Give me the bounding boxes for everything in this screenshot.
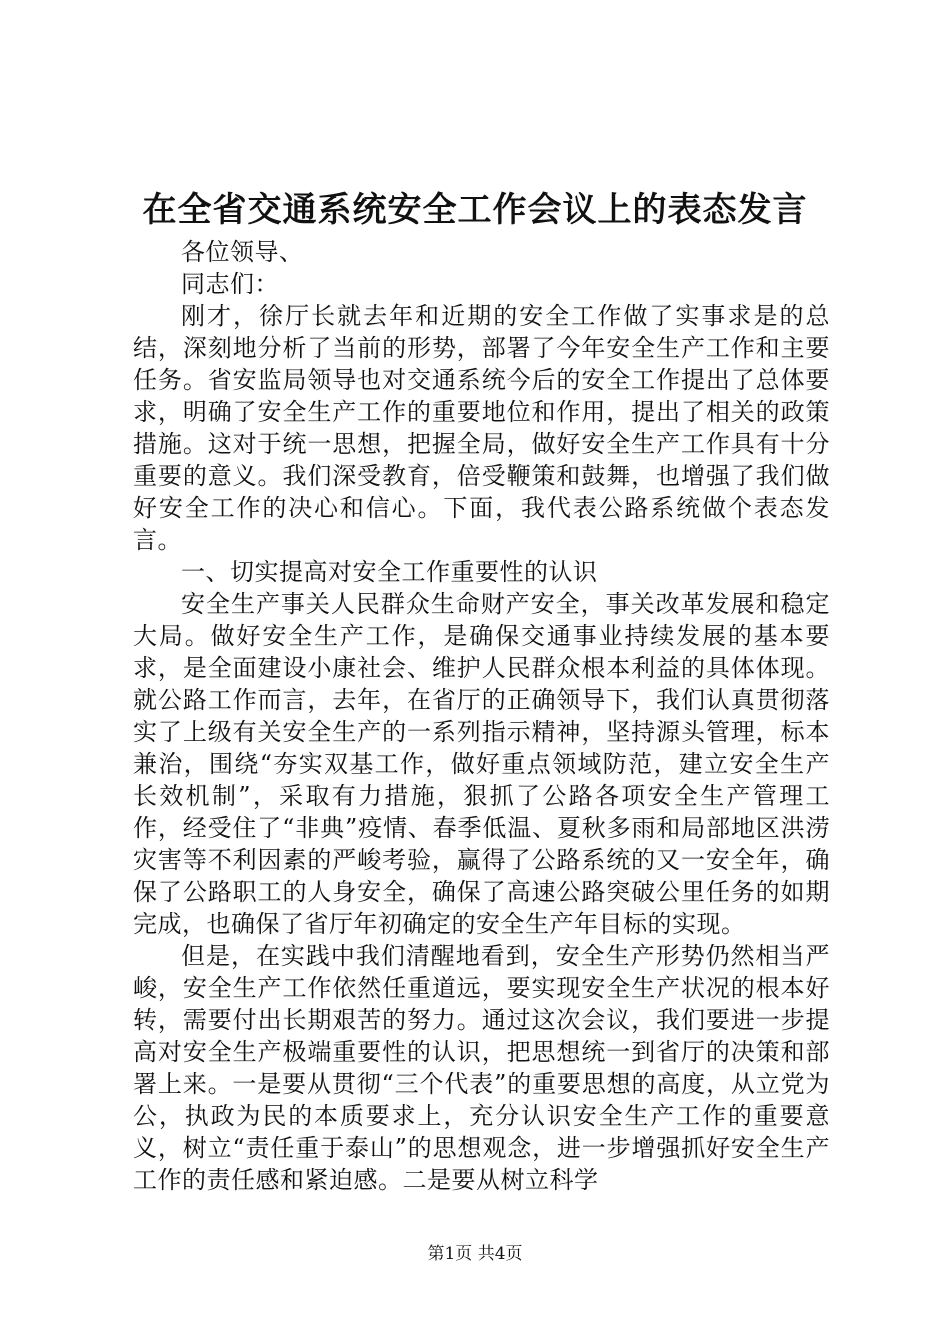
document-title: 在全省交通系统安全工作会议上的表态发言 xyxy=(142,190,808,230)
page-number-footer: 第1页 共4页 xyxy=(427,1244,523,1264)
document-body xyxy=(133,236,830,1196)
paragraph-intro: 刚才，徐厅长就去年和近期的安全工作做了实事求是的总结，深刻地分析了当前的形势，部署了今年安全生产工作和主要任务。省安监局领导也对交通系统今后的安全工作提出了总体要求，明确了安全生产工作的重要地位和作用，提出了相关的政策措施。这对于统一思想，把握全局，做好安全生产工作具有十分重要的意义。我们深受教育，倍受鞭策和鼓舞，也增强了我们做好安全工作的决心和信心。下面，我代表公路系统做个表态发言。 xyxy=(133,302,830,554)
paragraph-challenges: 但是，在实践中我们清醒地看到，安全生产形势仍然相当严峻，安全生产工作依然任重道远，要实现安全生产状况的根本好转，需要付出长期艰苦的努力。通过这次会议，我们要进一步提高对安全生产极端重要性的认识，把思想统一到省厅的决策和部署上来。一是要从贯彻“三个代表”的重要思想的高度，从立党为公，执政为民的本质要求上，充分认识安全生产工作的重要意义，树立“责任重于泰山”的思想观念，进一步增强抓好安全生产工作的责任感和紧迫感。二是要从树立科学 xyxy=(133,942,830,1194)
greeting-line: 同志们： xyxy=(181,270,279,298)
paragraph-safety-importance: 安全生产事关人民群众生命财产安全，事关改革发展和稳定大局。做好安全生产工作，是确保交通事业持续发展的基本要求，是全面建设小康社会、维护人民群众根本利益的具体体现。就公路工作而言，去年，在省厅的正确领导下，我们认真贯彻落实了上级有关安全生产的一系列指示精神，坚持源头管理，标本兼治，围绕“夯实双基工作，做好重点领域防范，建立安全生产长效机制”，采取有力措施，狠抓了公路各项安全生产管理工作，经受住了“非典”疫情、春季低温、夏秋多雨和局部地区洪涝灾害等不利因素的严峻考验，赢得了公路系统的又一安全年，确保了公路职工的人身安全，确保了高速公路突破公里任务的如期完成，也确保了省厅年初确定的安全生产年目标的实现。 xyxy=(133,590,830,938)
greeting-line: 各位领导、 xyxy=(181,238,304,266)
section-heading: 一、切实提高对安全工作重要性的认识 xyxy=(181,558,598,586)
